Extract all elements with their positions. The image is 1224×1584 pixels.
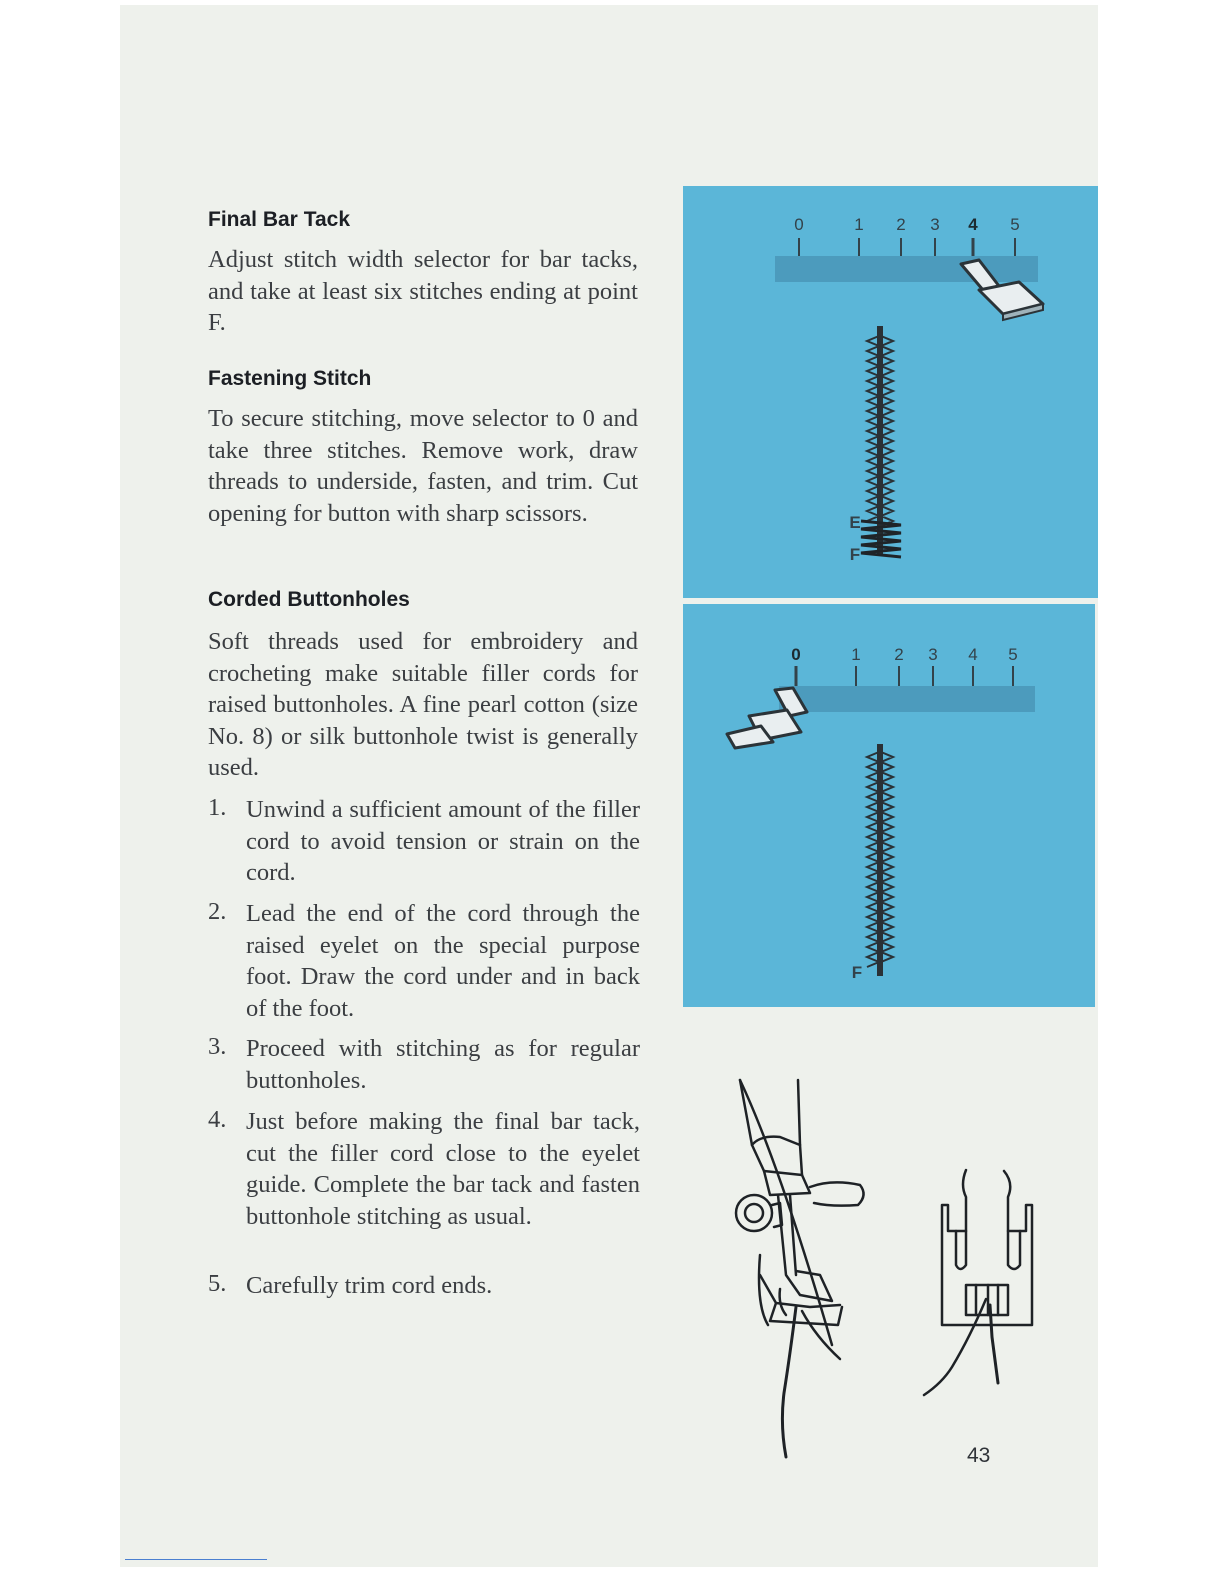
foot-underside-view xyxy=(924,1170,1032,1395)
dial-number: 1 xyxy=(851,645,861,664)
step-number: 1. xyxy=(208,794,227,821)
dial-bar xyxy=(775,256,1038,282)
dial-number: 2 xyxy=(894,645,904,664)
step-number: 2. xyxy=(208,898,227,925)
step-text: Unwind a sufficient amount of the filler cord to avoid tension or strain on the cord. xyxy=(246,796,640,886)
dial-number: 3 xyxy=(930,215,940,234)
dial-ticks xyxy=(799,238,1015,256)
point-e-label: E xyxy=(849,513,861,532)
footer-rule xyxy=(125,1559,267,1560)
dial-number: 4 xyxy=(968,645,978,664)
page-number: 43 xyxy=(967,1444,991,1467)
step-1 xyxy=(208,794,640,889)
step-number: 3. xyxy=(208,1033,227,1060)
dial-bar xyxy=(779,686,1035,712)
dial-number: 0 xyxy=(794,215,804,234)
step-text: Lead the end of the cord through the raised eyelet on the special purpose foot. Draw the cord under and in back of the foot. xyxy=(246,900,640,1022)
paragraph-corded-buttonholes: Soft threads used for embroidery and crocheting make suitable filler cords for raised buttonholes. A fine pearl cotton (size No. 8) or silk buttonhole twist is generally used. xyxy=(208,628,638,781)
step-number: 4. xyxy=(208,1106,227,1133)
dial-number: 3 xyxy=(928,645,938,664)
figure-fastening-setting xyxy=(683,604,1095,1007)
step-text: Proceed with stitching as for regular buttonholes. xyxy=(246,1035,640,1094)
stitch-width-diagram-2 xyxy=(683,604,1095,1007)
point-f-label: F xyxy=(849,545,861,564)
point-f-label: F xyxy=(851,963,863,982)
heading-final-bar-tack: Final Bar Tack xyxy=(208,208,350,231)
step-text: Carefully trim cord ends. xyxy=(246,1272,493,1299)
heading-corded-buttonholes: Corded Buttonholes xyxy=(208,588,410,611)
step-2 xyxy=(208,898,640,1024)
dial-ticks xyxy=(796,666,1013,686)
dial-number: 1 xyxy=(854,215,864,234)
dial-number: 5 xyxy=(1010,215,1020,234)
dial-number: 2 xyxy=(896,215,906,234)
paragraph-final-bar-tack: Adjust stitch width selector for bar tacks, and take at least six stitches ending at point F. xyxy=(208,246,638,336)
buttonhole-stitching xyxy=(867,744,893,976)
step-3 xyxy=(208,1033,640,1096)
selector-lever xyxy=(727,688,807,748)
buttonhole-stitching xyxy=(861,326,901,557)
step-5 xyxy=(208,1270,640,1302)
paragraph-fastening-stitch: To secure stitching, move selector to 0 and take three stitches. Remove work, draw threads to underside, fasten, and trim. Cut opening for button with sharp scissors. xyxy=(208,405,638,527)
step-text: Just before making the final bar tack, cut the filler cord close to the eyelet guide. Complete the bar tack and fasten buttonhole stitching as usual. xyxy=(246,1108,640,1230)
presser-foot-illustration xyxy=(720,1075,1050,1460)
dial-number-selected: 0 xyxy=(791,645,801,664)
stitch-width-diagram-1 xyxy=(683,186,1098,598)
dial-number-selected: 4 xyxy=(968,215,978,234)
step-number: 5. xyxy=(208,1270,227,1297)
step-4 xyxy=(208,1106,640,1232)
heading-fastening-stitch: Fastening Stitch xyxy=(208,367,372,390)
dial-number: 5 xyxy=(1008,645,1018,664)
figure-bar-tack-setting xyxy=(683,186,1098,598)
